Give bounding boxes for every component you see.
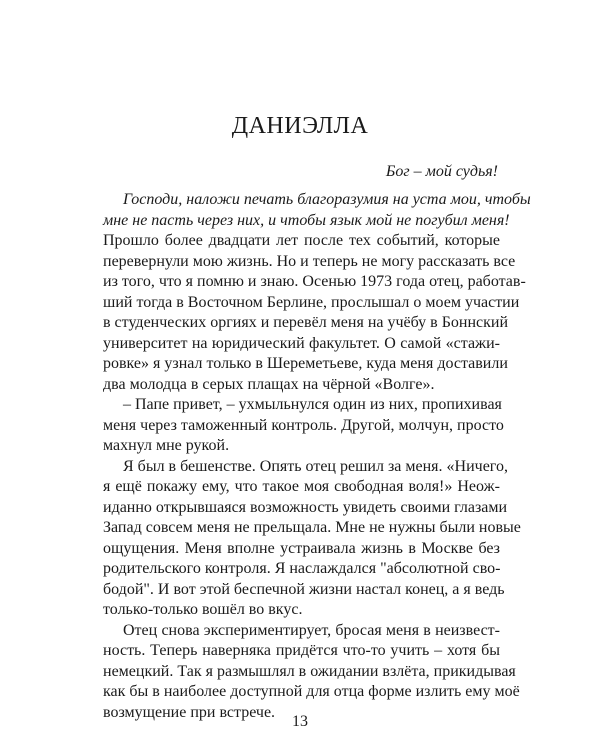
text-line: махнул мне рукой. — [103, 437, 230, 454]
text-line: Я был в бешенстве. Опять отец решил за меня. «Ничего, — [123, 457, 508, 475]
text-line: два молодца в серых плащах на чёрной «Волге». — [103, 375, 435, 393]
text-line: перевернули мою жизнь. Но и теперь не могу рассказать все — [103, 252, 516, 270]
text-line: ровке» я узнал только в Шереметьеве, куда меня доставили — [103, 355, 508, 372]
text-line: я ещё покажу ему, что такое моя свободная воля!» Неож- — [103, 478, 500, 495]
text-line: как бы в наиболее доступной для отца форме излить ему моё — [103, 683, 520, 700]
text-line: ность. Теперь наверняка придётся что-то учить – хотя бы — [103, 642, 500, 659]
body-text — [103, 190, 531, 723]
text-line: родительского контроля. Я наслаждался "абсолютной сво- — [103, 560, 501, 577]
paragraph-experiment — [103, 621, 520, 724]
text-line: меня через таможенный контроль. Другой, молчун, просто — [103, 416, 504, 434]
paragraph-prayer — [103, 190, 531, 231]
text-line: Запад совсем меня не прельщала. Мне не нужны были новые — [103, 519, 521, 536]
text-line: бодой". И вот этой беспечной жизни настал конец, а я ведь — [103, 580, 505, 598]
text-line: только-только вошёл во вкус. — [103, 601, 303, 618]
text-line: – Папе привет, – ухмыльнулся один из них, пропихивая — [123, 396, 502, 413]
chapter-title: ДАНИЭЛЛА — [231, 113, 369, 139]
text-line: возмущение при встрече. — [103, 703, 276, 721]
text-line: ощущения. Меня вполне устраивала жизнь в Москве без — [103, 539, 500, 557]
text-line: Прошло более двадцати лет после тех событий, которые — [103, 232, 500, 249]
text-line: из того, что я помню и знаю. Осенью 1973 года отец, работав- — [103, 273, 526, 290]
page-number: 13 — [292, 713, 308, 730]
text-line: иданно открывшаяся возможность увидеть своими глазами — [103, 498, 508, 516]
text-line: ший тогда в Восточном Берлине, прослышал о моем участии — [103, 293, 520, 311]
text-line: в студенческих оргиях и перевёл меня на учёбу в Боннский — [103, 314, 509, 331]
text-line: немецкий. Так я размышлял в ожидании взлёта, прикидывая — [103, 662, 516, 680]
text-line: Господи, наложи печать благоразумия на уста мои, чтобы — [123, 191, 531, 208]
text-line: мне не пасть через них, и чтобы язык мой не погубил меня! — [103, 211, 510, 229]
text-line: университет на юридический факультет. О самой «стажи- — [103, 334, 500, 352]
paragraph-dialogue — [103, 395, 504, 457]
text-line: Отец снова экспериментирует, бросая меня в неизвест- — [123, 621, 500, 639]
paragraph-rage — [103, 457, 521, 621]
epigraph: Бог – мой судья! — [385, 163, 498, 180]
paragraph-narrative — [103, 231, 526, 395]
